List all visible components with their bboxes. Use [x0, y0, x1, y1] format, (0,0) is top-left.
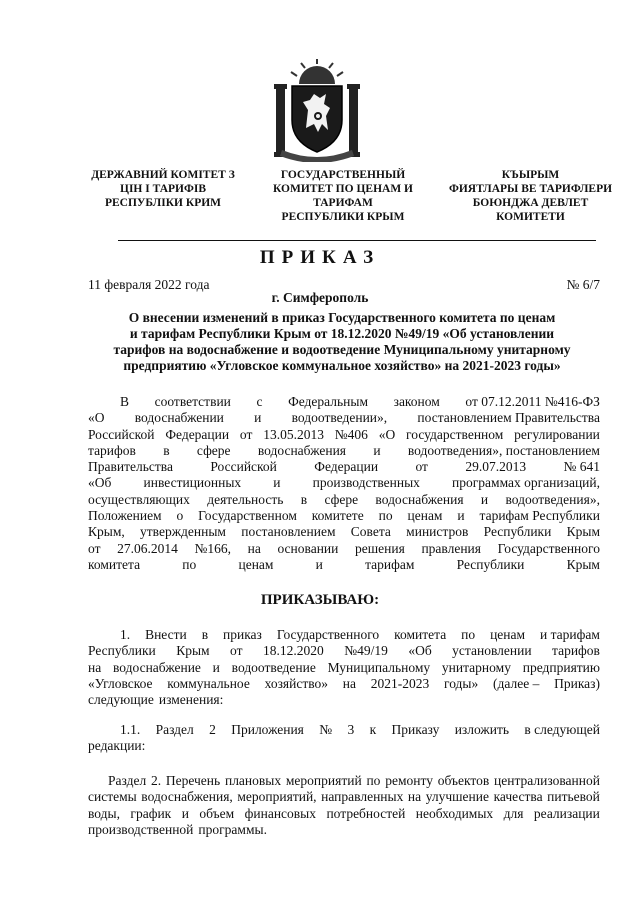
header-crimean-tatar — [448, 168, 613, 224]
preamble-paragraph — [88, 394, 600, 573]
clause-1-paragraph — [88, 627, 600, 708]
header-russian-line: РЕСПУБЛИКИ КРЫМ — [281, 211, 405, 223]
document-title: ПРИКАЗ — [259, 247, 381, 268]
clause-1-line: Республики Крым от 18.12.2020 №49/19 «Об установлении тарифов — [88, 643, 600, 659]
header-crimean-tatar-line: КОМИТЕТИ — [496, 211, 565, 223]
preamble-line: тарифов в сфере водоснабжения и водоотведения», постановлением — [88, 442, 600, 458]
preamble-line: В соответствии с Федеральным законом от 07.12.2011 №416-ФЗ — [120, 394, 600, 409]
header-ukrainian-line: РЕСПУБЛІКИ КРИМ — [104, 197, 222, 209]
header-ukrainian-line: ДЕРЖАВНИЙ КОМІТЕТ З — [91, 169, 235, 181]
order-heading: ПРИКАЗЫВАЮ: — [260, 592, 380, 608]
clause-1-line: «Угловское коммунальное хозяйство» на 2021-2023 годы» (далее – Приказ) — [88, 675, 600, 691]
clause-1-1-line: редакции: — [88, 738, 146, 754]
header-russian — [258, 168, 428, 224]
subject-line: О внесении изменений в приказ Государственного комитета по ценам — [128, 310, 556, 325]
subject-line: тарифов на водоснабжение и водоотведение Муниципальному унитарному — [113, 342, 571, 357]
preamble-line: от 27.06.2014 №166, на основании решения правления Государственного — [88, 540, 600, 556]
clause-1-line: следующие изменения: — [88, 692, 224, 708]
document-number: № 6/7 — [566, 277, 600, 292]
header-russian-line: ГОСУДАРСТВЕННЫЙ — [280, 169, 406, 181]
preamble-line: «Об инвестиционных и производственных программах организаций, — [88, 475, 600, 491]
preamble-line: «О водоснабжении и водоотведении», постановлением Правительства — [88, 410, 600, 426]
crimea-coat-of-arms-emblem — [272, 58, 362, 162]
preamble-line: осуществляющих деятельность в сфере водоснабжения и водоотведения», — [88, 491, 600, 507]
preamble-line: комитета по ценам и тарифам Республики Крым — [88, 556, 600, 572]
section-2-paragraph — [88, 773, 600, 838]
header-crimean-tatar-line: КЪЫРЫМ — [501, 169, 560, 181]
header-divider — [118, 240, 596, 241]
clause-1-1-paragraph — [88, 722, 600, 755]
header-russian-line: КОМИТЕТ ПО ЦЕНАМ И — [273, 183, 413, 195]
document-city: г. Симферополь — [271, 290, 369, 305]
clause-1-line: на водоснабжение и водоотведение Муниципальному унитарному предприятию — [88, 659, 600, 675]
subject-line: предприятию «Угловское коммунальное хозяйство» на 2021-2023 годы» — [123, 358, 561, 373]
document-subject — [82, 310, 602, 374]
preamble-line: Крым, утвержденным постановлением Совета министров Республики Крым — [88, 524, 600, 540]
preamble-line: Правительства Российской Федерации от 29.07.2013 № 641 — [88, 459, 600, 475]
document-date: 11 февраля 2022 года — [88, 277, 210, 292]
preamble-line: Российской Федерации от 13.05.2013 №406 «О государственном регулировании — [88, 426, 600, 442]
section-2-line: Раздел 2. Перечень плановых мероприятий по ремонту объектов централизованной — [108, 773, 600, 788]
section-2-line: производственной программы. — [88, 821, 267, 837]
header-russian-line: ТАРИФАМ — [313, 197, 373, 209]
header-crimean-tatar-line: ФИЯТЛАРЫ ВЕ ТАРИФЛЕРИ — [448, 183, 613, 195]
clause-1-line: 1. Внести в приказ Государственного комитета по ценам и тарифам — [120, 627, 600, 642]
preamble-line: Положением о Государственном комитете по ценам и тарифам Республики — [88, 508, 600, 524]
header-ukrainian-line: ЦІН І ТАРИФІВ — [120, 183, 206, 195]
section-2-line: воды, график и объем финансовых потребностей необходимых для реализации — [88, 805, 600, 821]
section-2-line: системы водоснабжения, мероприятий, направленных на улучшение качества питьевой — [88, 789, 600, 805]
header-crimean-tatar-line: БОЮНДЖА ДЕВЛЕТ — [472, 197, 589, 209]
header-ukrainian — [78, 168, 248, 210]
subject-line: и тарифам Республики Крым от 18.12.2020 №49/19 «Об установлении — [129, 326, 555, 341]
clause-1-1-line: 1.1. Раздел 2 Приложения № 3 к Приказу изложить в следующей — [120, 722, 600, 737]
